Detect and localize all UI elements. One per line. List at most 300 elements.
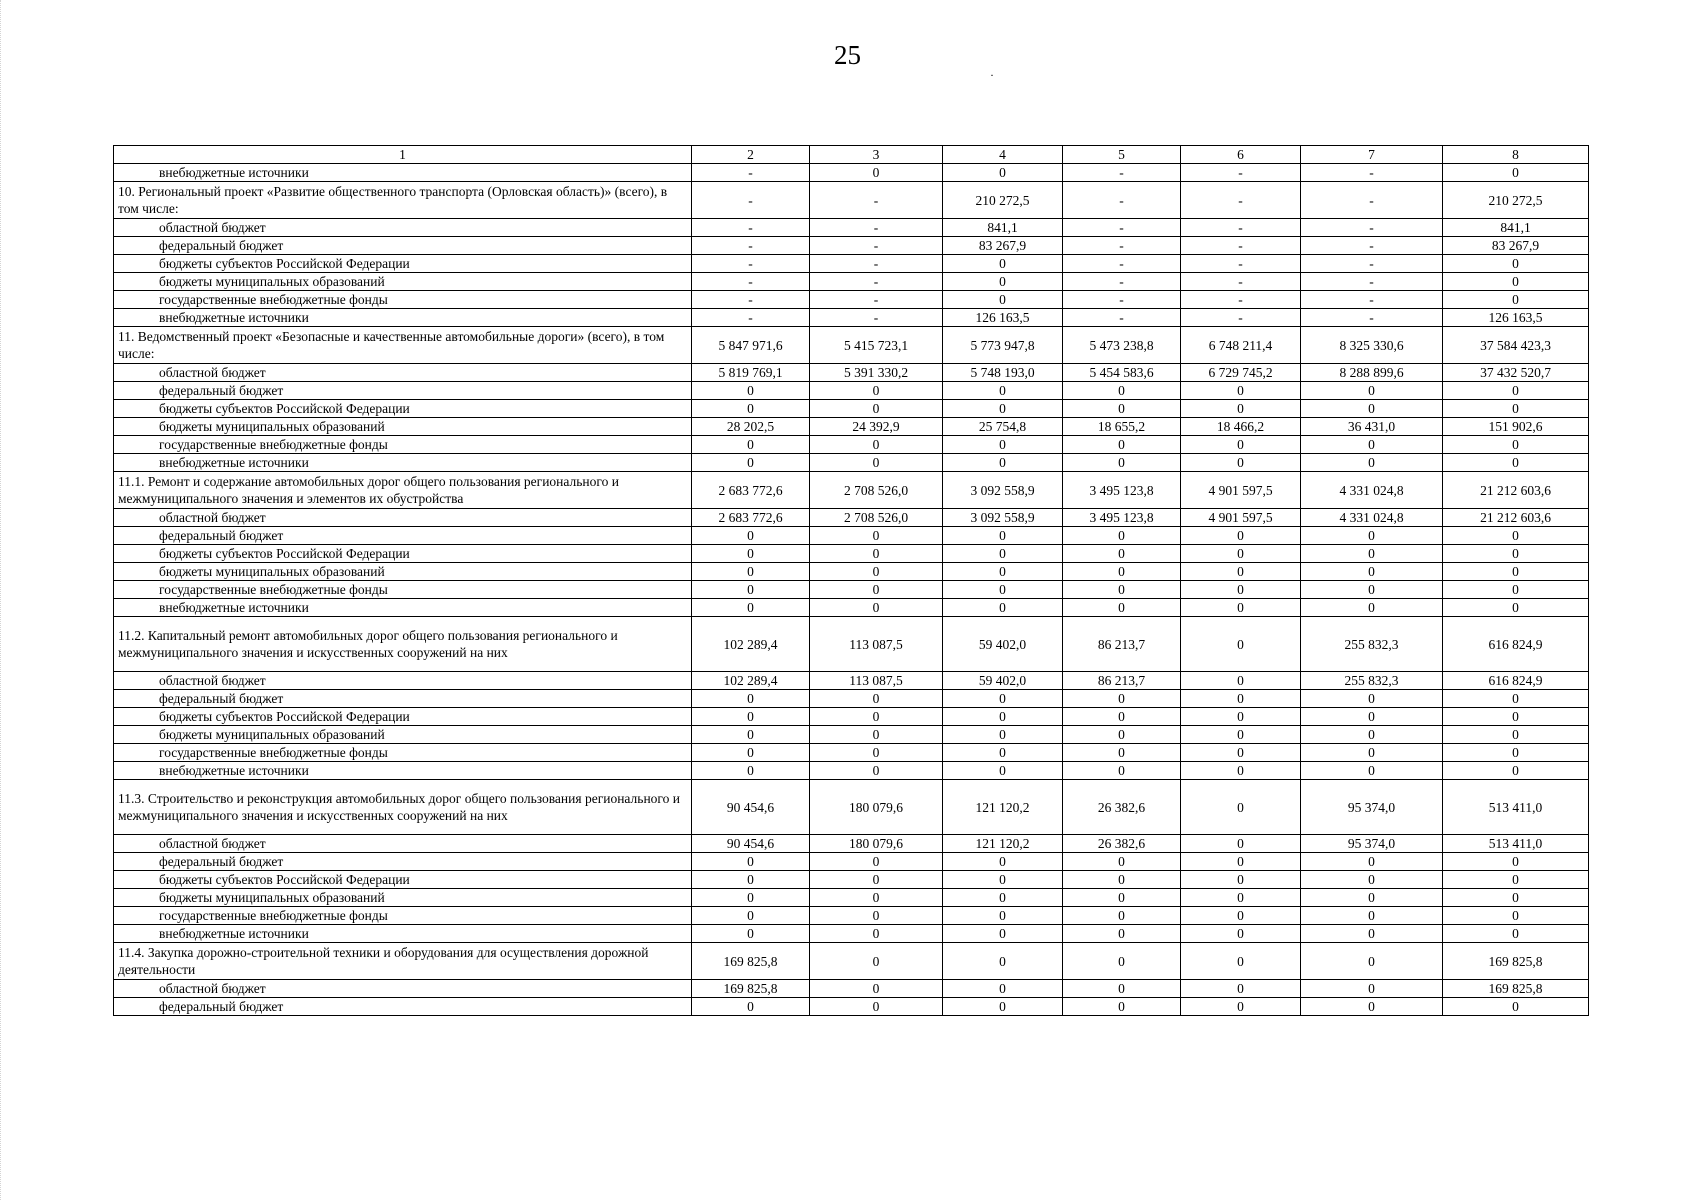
- value-cell: 0: [943, 871, 1063, 889]
- value-cell: 3 092 558,9: [943, 509, 1063, 527]
- value-cell: 0: [692, 871, 810, 889]
- value-cell: 0: [810, 853, 943, 871]
- value-cell: 0: [1443, 599, 1589, 617]
- value-cell: 0: [943, 454, 1063, 472]
- row-label: внебюджетные источники: [114, 454, 692, 472]
- value-cell: 0: [810, 527, 943, 545]
- row-label: бюджеты субъектов Российской Федерации: [114, 545, 692, 563]
- value-cell: 2 708 526,0: [810, 472, 943, 509]
- value-cell: -: [1063, 309, 1181, 327]
- value-cell: 0: [1443, 436, 1589, 454]
- value-cell: 37 432 520,7: [1443, 364, 1589, 382]
- value-cell: 90 454,6: [692, 835, 810, 853]
- value-cell: 0: [1301, 853, 1443, 871]
- value-cell: 83 267,9: [943, 237, 1063, 255]
- value-cell: 0: [810, 889, 943, 907]
- value-cell: 0: [1443, 527, 1589, 545]
- value-cell: 5 847 971,6: [692, 327, 810, 364]
- value-cell: 6 729 745,2: [1181, 364, 1301, 382]
- row-label: бюджеты муниципальных образований: [114, 563, 692, 581]
- value-cell: -: [692, 182, 810, 219]
- column-number-cell: 6: [1181, 146, 1301, 164]
- value-cell: -: [1063, 219, 1181, 237]
- value-cell: 0: [810, 726, 943, 744]
- row-label: федеральный бюджет: [114, 382, 692, 400]
- table-row: [114, 237, 1589, 255]
- row-label: федеральный бюджет: [114, 690, 692, 708]
- value-cell: -: [1063, 273, 1181, 291]
- value-cell: -: [1063, 291, 1181, 309]
- table-row: [114, 527, 1589, 545]
- value-cell: 0: [810, 925, 943, 943]
- value-cell: 0: [1443, 400, 1589, 418]
- table-row: [114, 672, 1589, 690]
- column-number-cell: 3: [810, 146, 943, 164]
- value-cell: 0: [1181, 382, 1301, 400]
- value-cell: -: [1301, 309, 1443, 327]
- value-cell: 4 331 024,8: [1301, 509, 1443, 527]
- value-cell: -: [1301, 164, 1443, 182]
- value-cell: 180 079,6: [810, 835, 943, 853]
- value-cell: 0: [810, 980, 943, 998]
- section-label: 10. Региональный проект «Развитие общественного транспорта (Орловская область)» (всего), в том числе:: [114, 182, 692, 219]
- value-cell: 0: [1301, 382, 1443, 400]
- value-cell: 0: [1443, 925, 1589, 943]
- column-number-cell: 8: [1443, 146, 1589, 164]
- column-number-cell: 1: [114, 146, 692, 164]
- value-cell: 113 087,5: [810, 617, 943, 672]
- value-cell: 59 402,0: [943, 617, 1063, 672]
- row-label: внебюджетные источники: [114, 599, 692, 617]
- value-cell: 2 683 772,6: [692, 472, 810, 509]
- value-cell: 0: [1301, 943, 1443, 980]
- value-cell: 4 901 597,5: [1181, 509, 1301, 527]
- value-cell: 0: [943, 943, 1063, 980]
- value-cell: 0: [1181, 780, 1301, 835]
- value-cell: 0: [810, 907, 943, 925]
- value-cell: -: [1301, 255, 1443, 273]
- value-cell: 102 289,4: [692, 672, 810, 690]
- value-cell: 28 202,5: [692, 418, 810, 436]
- table-row: [114, 291, 1589, 309]
- value-cell: 0: [1063, 436, 1181, 454]
- table-row: [114, 382, 1589, 400]
- value-cell: 0: [1181, 835, 1301, 853]
- value-cell: 102 289,4: [692, 617, 810, 672]
- value-cell: 0: [1181, 726, 1301, 744]
- row-label: государственные внебюджетные фонды: [114, 744, 692, 762]
- row-label: бюджеты муниципальных образований: [114, 726, 692, 744]
- table-row: [114, 400, 1589, 418]
- value-cell: 0: [943, 980, 1063, 998]
- value-cell: -: [692, 164, 810, 182]
- value-cell: 513 411,0: [1443, 835, 1589, 853]
- value-cell: 0: [1443, 273, 1589, 291]
- section-label: 11.4. Закупка дорожно-строительной техники и оборудования для осуществления дорожной деятельности: [114, 943, 692, 980]
- value-cell: 169 825,8: [1443, 980, 1589, 998]
- value-cell: 0: [1443, 889, 1589, 907]
- value-cell: -: [1181, 237, 1301, 255]
- value-cell: 126 163,5: [1443, 309, 1589, 327]
- section-row: [114, 617, 1589, 672]
- table-row: [114, 164, 1589, 182]
- value-cell: 0: [1063, 690, 1181, 708]
- value-cell: 0: [1443, 871, 1589, 889]
- value-cell: 0: [692, 545, 810, 563]
- value-cell: -: [810, 273, 943, 291]
- table-row: [114, 853, 1589, 871]
- section-row: [114, 182, 1589, 219]
- value-cell: 0: [1181, 853, 1301, 871]
- value-cell: 0: [943, 690, 1063, 708]
- value-cell: 0: [943, 273, 1063, 291]
- value-cell: 0: [1301, 998, 1443, 1016]
- value-cell: 0: [1301, 762, 1443, 780]
- value-cell: 0: [1063, 400, 1181, 418]
- value-cell: 25 754,8: [943, 418, 1063, 436]
- value-cell: 0: [692, 400, 810, 418]
- value-cell: 5 773 947,8: [943, 327, 1063, 364]
- value-cell: 3 495 123,8: [1063, 472, 1181, 509]
- value-cell: 0: [943, 581, 1063, 599]
- value-cell: 0: [1301, 980, 1443, 998]
- value-cell: 4 331 024,8: [1301, 472, 1443, 509]
- value-cell: -: [1181, 291, 1301, 309]
- value-cell: 0: [943, 925, 1063, 943]
- row-label: областной бюджет: [114, 509, 692, 527]
- value-cell: 0: [1301, 545, 1443, 563]
- value-cell: 0: [1443, 708, 1589, 726]
- value-cell: 0: [943, 853, 1063, 871]
- table-row: [114, 708, 1589, 726]
- value-cell: 113 087,5: [810, 672, 943, 690]
- value-cell: -: [1301, 237, 1443, 255]
- value-cell: 0: [1301, 708, 1443, 726]
- value-cell: 0: [810, 998, 943, 1016]
- value-cell: 8 288 899,6: [1301, 364, 1443, 382]
- value-cell: 83 267,9: [1443, 237, 1589, 255]
- value-cell: 0: [692, 708, 810, 726]
- value-cell: -: [1063, 237, 1181, 255]
- value-cell: 0: [1443, 762, 1589, 780]
- row-label: бюджеты муниципальных образований: [114, 889, 692, 907]
- value-cell: 0: [943, 527, 1063, 545]
- table-row: [114, 219, 1589, 237]
- value-cell: -: [1181, 219, 1301, 237]
- row-label: бюджеты муниципальных образований: [114, 273, 692, 291]
- table-row: [114, 726, 1589, 744]
- value-cell: 0: [692, 889, 810, 907]
- value-cell: 0: [1181, 980, 1301, 998]
- value-cell: 0: [692, 726, 810, 744]
- value-cell: 0: [943, 889, 1063, 907]
- table-row: [114, 599, 1589, 617]
- value-cell: 0: [943, 726, 1063, 744]
- table-row: [114, 545, 1589, 563]
- table-row: [114, 436, 1589, 454]
- value-cell: 0: [1181, 436, 1301, 454]
- value-cell: 0: [943, 563, 1063, 581]
- value-cell: 0: [1181, 943, 1301, 980]
- value-cell: -: [692, 237, 810, 255]
- value-cell: 0: [810, 382, 943, 400]
- value-cell: 126 163,5: [943, 309, 1063, 327]
- value-cell: 0: [1063, 998, 1181, 1016]
- value-cell: 0: [692, 925, 810, 943]
- value-cell: 169 825,8: [692, 943, 810, 980]
- value-cell: 841,1: [1443, 219, 1589, 237]
- value-cell: 0: [692, 527, 810, 545]
- value-cell: 5 391 330,2: [810, 364, 943, 382]
- value-cell: 0: [1301, 400, 1443, 418]
- value-cell: -: [810, 309, 943, 327]
- value-cell: 210 272,5: [1443, 182, 1589, 219]
- value-cell: 0: [692, 690, 810, 708]
- budget-table: [113, 145, 1589, 1016]
- value-cell: 5 473 238,8: [1063, 327, 1181, 364]
- value-cell: 21 212 603,6: [1443, 509, 1589, 527]
- value-cell: 616 824,9: [1443, 672, 1589, 690]
- value-cell: 0: [1301, 726, 1443, 744]
- value-cell: 0: [943, 708, 1063, 726]
- table-row: [114, 998, 1589, 1016]
- column-number-cell: 2: [692, 146, 810, 164]
- value-cell: 90 454,6: [692, 780, 810, 835]
- value-cell: 0: [1063, 563, 1181, 581]
- value-cell: 0: [1181, 690, 1301, 708]
- row-label: бюджеты субъектов Российской Федерации: [114, 708, 692, 726]
- row-label: государственные внебюджетные фонды: [114, 581, 692, 599]
- row-label: областной бюджет: [114, 835, 692, 853]
- value-cell: 0: [1181, 617, 1301, 672]
- value-cell: 24 392,9: [810, 418, 943, 436]
- value-cell: 59 402,0: [943, 672, 1063, 690]
- value-cell: 841,1: [943, 219, 1063, 237]
- value-cell: 169 825,8: [692, 980, 810, 998]
- value-cell: -: [1301, 182, 1443, 219]
- value-cell: -: [1181, 182, 1301, 219]
- value-cell: 0: [810, 943, 943, 980]
- value-cell: 0: [943, 998, 1063, 1016]
- value-cell: 18 655,2: [1063, 418, 1181, 436]
- table-row: [114, 925, 1589, 943]
- value-cell: 0: [943, 762, 1063, 780]
- section-row: [114, 780, 1589, 835]
- value-cell: 0: [692, 998, 810, 1016]
- value-cell: -: [692, 273, 810, 291]
- value-cell: 5 415 723,1: [810, 327, 943, 364]
- value-cell: 0: [1443, 255, 1589, 273]
- value-cell: -: [692, 219, 810, 237]
- value-cell: 0: [1181, 925, 1301, 943]
- value-cell: 0: [1063, 943, 1181, 980]
- value-cell: 0: [943, 255, 1063, 273]
- value-cell: 0: [1063, 871, 1181, 889]
- value-cell: 0: [1181, 708, 1301, 726]
- value-cell: 0: [1181, 400, 1301, 418]
- value-cell: 0: [943, 545, 1063, 563]
- value-cell: 0: [810, 400, 943, 418]
- value-cell: 0: [1443, 726, 1589, 744]
- value-cell: 0: [1181, 762, 1301, 780]
- value-cell: 0: [1181, 563, 1301, 581]
- value-cell: 0: [692, 853, 810, 871]
- value-cell: 0: [810, 164, 943, 182]
- value-cell: 0: [1301, 527, 1443, 545]
- value-cell: 0: [810, 762, 943, 780]
- section-label: 11. Ведомственный проект «Безопасные и качественные автомобильные дороги» (всего), в том числе:: [114, 327, 692, 364]
- value-cell: 0: [1301, 563, 1443, 581]
- value-cell: 0: [1301, 454, 1443, 472]
- value-cell: 0: [1063, 744, 1181, 762]
- value-cell: 0: [1181, 454, 1301, 472]
- table-row: [114, 255, 1589, 273]
- table-row: [114, 871, 1589, 889]
- section-row: [114, 943, 1589, 980]
- value-cell: 169 825,8: [1443, 943, 1589, 980]
- value-cell: 2 683 772,6: [692, 509, 810, 527]
- section-label: 11.2. Капитальный ремонт автомобильных дорог общего пользования регионального и межмуниципального значения и искусственных сооружений на них: [114, 617, 692, 672]
- table-row: [114, 309, 1589, 327]
- column-number-cell: 5: [1063, 146, 1181, 164]
- value-cell: 0: [1063, 545, 1181, 563]
- value-cell: 0: [810, 581, 943, 599]
- value-cell: 0: [692, 436, 810, 454]
- value-cell: 0: [810, 744, 943, 762]
- value-cell: 0: [810, 563, 943, 581]
- scan-dot: ·: [990, 68, 994, 82]
- value-cell: -: [1181, 164, 1301, 182]
- table-row: [114, 563, 1589, 581]
- table-row: [114, 509, 1589, 527]
- value-cell: -: [1181, 309, 1301, 327]
- value-cell: 180 079,6: [810, 780, 943, 835]
- value-cell: 0: [810, 436, 943, 454]
- table-row: [114, 581, 1589, 599]
- value-cell: 0: [692, 581, 810, 599]
- value-cell: 0: [1301, 925, 1443, 943]
- value-cell: -: [692, 255, 810, 273]
- table-row: [114, 690, 1589, 708]
- value-cell: 0: [1063, 726, 1181, 744]
- value-cell: 0: [1063, 527, 1181, 545]
- value-cell: 0: [1443, 998, 1589, 1016]
- value-cell: 0: [1063, 853, 1181, 871]
- budget-table-body: [114, 146, 1589, 1016]
- value-cell: -: [1301, 291, 1443, 309]
- row-label: федеральный бюджет: [114, 237, 692, 255]
- section-label: 11.1. Ремонт и содержание автомобильных дорог общего пользования регионального и межмуниципального значения и элементов их обустройства: [114, 472, 692, 509]
- row-label: внебюджетные источники: [114, 164, 692, 182]
- value-cell: 0: [692, 744, 810, 762]
- value-cell: 0: [1063, 889, 1181, 907]
- value-cell: 0: [810, 599, 943, 617]
- value-cell: 0: [692, 762, 810, 780]
- scan-margin-mark: [0, 0, 5, 1200]
- value-cell: 0: [1181, 527, 1301, 545]
- value-cell: 0: [1063, 907, 1181, 925]
- row-label: областной бюджет: [114, 219, 692, 237]
- row-label: бюджеты муниципальных образований: [114, 418, 692, 436]
- column-number-row: [114, 146, 1589, 164]
- value-cell: 0: [692, 563, 810, 581]
- table-row: [114, 907, 1589, 925]
- row-label: государственные внебюджетные фонды: [114, 436, 692, 454]
- value-cell: 0: [1443, 454, 1589, 472]
- value-cell: 3 092 558,9: [943, 472, 1063, 509]
- value-cell: 0: [692, 599, 810, 617]
- row-label: областной бюджет: [114, 364, 692, 382]
- page-number: 25: [834, 40, 861, 70]
- value-cell: 95 374,0: [1301, 780, 1443, 835]
- value-cell: 255 832,3: [1301, 617, 1443, 672]
- value-cell: 210 272,5: [943, 182, 1063, 219]
- value-cell: 37 584 423,3: [1443, 327, 1589, 364]
- value-cell: 0: [943, 744, 1063, 762]
- value-cell: 0: [810, 545, 943, 563]
- value-cell: 0: [692, 382, 810, 400]
- value-cell: 0: [1443, 382, 1589, 400]
- table-row: [114, 762, 1589, 780]
- value-cell: 0: [810, 454, 943, 472]
- value-cell: -: [1181, 255, 1301, 273]
- value-cell: 0: [943, 382, 1063, 400]
- value-cell: 0: [943, 436, 1063, 454]
- value-cell: 0: [1063, 454, 1181, 472]
- value-cell: -: [810, 237, 943, 255]
- value-cell: 0: [1443, 545, 1589, 563]
- value-cell: 0: [1301, 436, 1443, 454]
- row-label: государственные внебюджетные фонды: [114, 907, 692, 925]
- value-cell: 0: [1443, 563, 1589, 581]
- value-cell: 616 824,9: [1443, 617, 1589, 672]
- value-cell: -: [810, 219, 943, 237]
- table-row: [114, 835, 1589, 853]
- table-row: [114, 273, 1589, 291]
- value-cell: 0: [810, 871, 943, 889]
- column-number-cell: 7: [1301, 146, 1443, 164]
- value-cell: 0: [1443, 291, 1589, 309]
- row-label: федеральный бюджет: [114, 998, 692, 1016]
- value-cell: -: [1063, 255, 1181, 273]
- value-cell: 86 213,7: [1063, 672, 1181, 690]
- value-cell: 513 411,0: [1443, 780, 1589, 835]
- value-cell: 0: [1063, 925, 1181, 943]
- column-number-cell: 4: [943, 146, 1063, 164]
- value-cell: 26 382,6: [1063, 835, 1181, 853]
- value-cell: 0: [1443, 853, 1589, 871]
- table-row: [114, 454, 1589, 472]
- value-cell: 0: [810, 708, 943, 726]
- value-cell: 0: [1063, 581, 1181, 599]
- value-cell: 18 466,2: [1181, 418, 1301, 436]
- table-row: [114, 364, 1589, 382]
- row-label: внебюджетные источники: [114, 309, 692, 327]
- value-cell: 121 120,2: [943, 780, 1063, 835]
- value-cell: 4 901 597,5: [1181, 472, 1301, 509]
- value-cell: 0: [1063, 599, 1181, 617]
- section-row: [114, 327, 1589, 364]
- value-cell: 0: [1443, 164, 1589, 182]
- value-cell: 5 819 769,1: [692, 364, 810, 382]
- section-row: [114, 472, 1589, 509]
- value-cell: 0: [1443, 581, 1589, 599]
- value-cell: 0: [1301, 744, 1443, 762]
- value-cell: 21 212 603,6: [1443, 472, 1589, 509]
- value-cell: -: [810, 182, 943, 219]
- table-row: [114, 418, 1589, 436]
- value-cell: 95 374,0: [1301, 835, 1443, 853]
